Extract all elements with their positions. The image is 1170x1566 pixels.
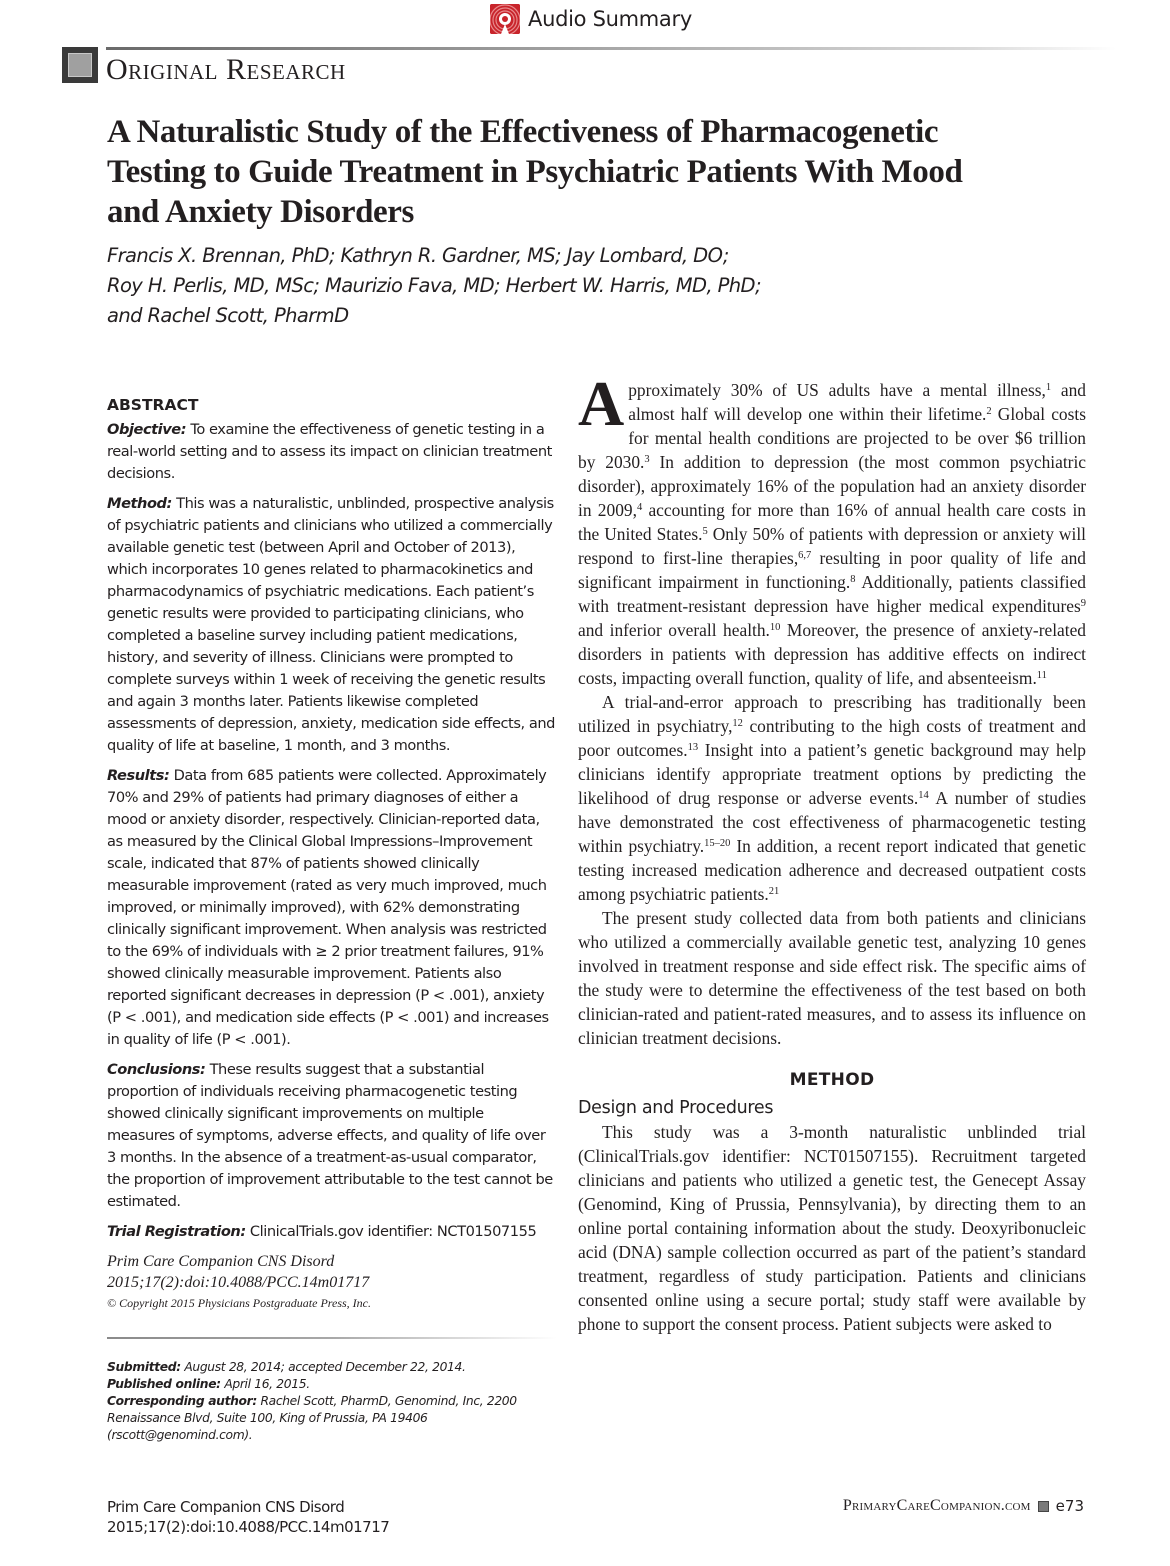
reference-marker[interactable]: 6,7 [798,550,812,561]
reference-marker[interactable]: 3 [644,454,650,465]
audio-broadcast-icon [490,4,520,34]
audio-summary-button[interactable] [490,3,692,35]
abstract-heading: ABSTRACT [107,396,199,414]
body-column [578,368,1087,1336]
abstract-text: These results suggest that a substantial proportion of individuals receiving pharmacogenetic testing showed clinically significant improvements on multiple measures of symptoms, adverse effects, and quality of life over 3 months. In the absence of a treatment-as-usual comparator, the proportion of improvement attributable to the test cannot be estimated. [107,1061,553,1210]
submitted-text: August 28, 2014; accepted December 22, 2014. [180,1360,466,1374]
copyright-notice: © Copyright 2015 Physicians Postgraduate Press, Inc. [107,1296,371,1310]
abstract-text: To examine the effectiveness of genetic testing in a real-world setting and to assess its impact on clinician treatment decisions. [107,421,552,482]
footer-doi: 2015;17(2):doi:10.4088/PCC.14m01717 [107,1518,390,1536]
footer-page-info [843,1497,1084,1515]
abstract-label: Method: [107,495,172,512]
intro-paragraph-1 [578,368,1086,690]
author-line: Roy H. Perlis, MD, MSc; Maurizio Fava, MD; Herbert W. Harris, MD, PhD; [107,274,761,297]
design-paragraph: This study was a 3-month naturalistic unblinded trial (ClinicalTrials.gov identifier: NCT01507155). Recruitment targeted clinicians and patients who utilized a genetic test, the Genecept Assay (Genomind, King of Prussia, Pennsylvania), by directing them to an online portal containing information about the study. Deoxyribonucleic acid (DNA) sample collection occurred as part of the patient’s standard treatment, regardless of study participation. Patients and clinicians consented online using a secure portal; study staff were available by phone to support the consent process. Patient subjects were asked to [578,1122,1086,1334]
reference-marker[interactable]: 1 [1045,382,1052,393]
page-number: e73 [1055,1497,1084,1515]
drop-cap: A [578,368,625,439]
reference-marker[interactable]: 14 [918,790,929,801]
abstract-text: This was a naturalistic, unblinded, prospective analysis of psychiatric patients and clinicians who utilized a commercially available genetic test (between April and October of 2013), which incorporates 10 genes related to pharmacokinetics and pharmacodynamics of psychiatric medications. Each patient’s genetic results were provided to participating clinicians, who completed a baseline survey including patient medications, history, and severity of illness. Clinicians were prompted to complete surveys within 1 week of receiving the genetic results and again 3 months later. Patients likewise completed assessments of depression, anxiety, medication side effects, and quality of life at baseline, 1 month, and 3 months. [107,495,555,754]
abstract-trial-registration [107,1221,555,1243]
author-line: and Rachel Scott, PharmD [107,304,349,327]
reference-marker[interactable]: 9 [1080,598,1086,609]
method-heading: METHOD [789,1070,875,1090]
square-bullet-icon [1038,1501,1049,1512]
footer-citation [107,1497,389,1537]
abstract-objective [107,419,555,485]
article-title: A Naturalistic Study of the Effectiveness of Pharmacogenetic Testing to Guide Treatment in Psychiatric Patients With Mood and Anxiety Disorders [107,114,963,230]
reference-marker[interactable]: 2 [986,406,992,417]
footer-journal: Prim Care Companion CNS Disord [107,1498,345,1516]
reference-marker[interactable]: 12 [732,718,743,729]
reference-marker[interactable]: 8 [850,574,856,585]
paragraph-text: A trial-and-error approach to prescribing has traditionally been utilized in psychiatry,$^{12}$ contributing to the high costs of treatment and poor outcomes.$^{13}$ Insight into a patient’s genetic background may help clinicians identify appropriate treatment options by predicting the likelihood of drug response or adverse events.$^{14}$ A number of studies have demonstrated the cost effectiveness of pharmacogenetic testing within psychiatry.$^{15-20}$ In addition, a recent report indicated that genetic testing increased medication adherence and decreased outpatient costs among psychiatric patients.$^{21}$ [578,692,1087,904]
corresponding-author-label: Corresponding author: [107,1394,257,1408]
abstract-column [107,394,555,1444]
abstract-text: ClinicalTrials.gov identifier: NCT01507155 [245,1223,537,1240]
reference-marker[interactable]: 4 [636,502,643,513]
abstract-label: Objective: [107,421,187,438]
published-text: April 16, 2015. [220,1377,310,1391]
reference-marker[interactable]: 5 [702,526,708,537]
design-procedures-heading: Design and Procedures [578,1098,774,1118]
section-label: Original Research [106,53,346,86]
audio-summary-label: Audio Summary [528,7,692,31]
author-line: Francis X. Brennan, PhD; Kathryn R. Gardner, MS; Jay Lombard, DO; [107,244,729,267]
intro-paragraph-3: The present study collected data from both patients and clinicians who utilized a commercially available genetic test, analyzing 10 genes involved in treatment response and side effect risk. The specific aims of the study were to determine the effectiveness of the test based on both clinician-rated and patient-rated measures, and to assess its influence on clinician treatment decisions. [578,908,1086,1048]
abstract-label: Trial Registration: [107,1223,246,1240]
reference-marker[interactable]: 21 [768,886,780,897]
submitted-label: Submitted: [107,1360,181,1374]
published-label: Published online: [107,1377,221,1391]
meta-divider [107,1337,557,1339]
paragraph-text: pproximately 30% of US adults have a mental illness,$^1$ and almost half will develop one within their lifetime.$^2$ Global costs for mental health conditions are projected to be over $6 trillion by 2030.$^3$ In addition to depression (the most common psychiatric disorder), approximately 16% of the population had an anxiety disorder in 2009,$^4$ accounting for more than 16% of annual health care costs in the United States.$^5$ Only 50% of patients with depression or anxiety will respond to first-line therapies,$^{6,7}$ resulting in poor quality of life and significant impairment in functioning.$^8$ Additionally, patients classified with treatment-resistant depression have higher medical expenditures$^9$ and inferior overall health.$^{10}$ Moreover, the presence of anxiety-related disorders in patients with depression has additive effects on indirect costs, impacting overall function, quality of life, and absenteeism.$^{11}$ [578,380,1086,688]
reference-marker[interactable]: 15–20 [704,838,731,849]
abstract-label: Conclusions: [107,1061,206,1078]
footer-site-link[interactable]: PrimaryCareCompanion.com [842,1497,1031,1514]
citation-journal: Prim Care Companion CNS Disord [107,1253,335,1270]
abstract-conclusions [107,1059,555,1213]
intro-paragraph-2 [578,690,1086,906]
reference-marker[interactable]: 11 [1036,670,1047,681]
abstract-label: Results: [107,767,170,784]
abstract-method [107,493,555,757]
citation-doi: 2015;17(2):doi:10.4088/PCC.14m01717 [107,1274,370,1291]
reference-marker[interactable]: 13 [687,742,699,753]
corresponding-author-text: Rachel Scott, PharmD, Genomind, Inc, 2200 Renaissance Blvd, Suite 100, King of Prussia, PA 19406 (rscott@genomind.com). [107,1394,517,1442]
abstract-results [107,765,555,1051]
submission-meta [107,1359,555,1444]
section-marker-square-icon [62,47,98,83]
author-list [107,241,867,331]
reference-marker[interactable]: 10 [769,622,781,633]
section-divider [106,47,1116,50]
abstract-text: Data from 685 patients were collected. Approximately 70% and 29% of patients had primary diagnoses of either a mood or anxiety disorder, respectively. Clinician-reported data, as measured by the Clinical Global Impressions–Improvement scale, indicated that 87% of patients showed clinically measurable improvement (rated as very much improved, much improved, or minimally improved), with 62% demonstrating clinically significant improvement. When analysis was restricted to the 69% of individuals with ≥ 2 prior treatment failures, 91% showed clinically measurable improvement. Patients also reported significant decreases in depression (P < .001), anxiety (P < .001), and medication side effects (P < .001) and increases in quality of life (P < .001). [107,767,549,1048]
